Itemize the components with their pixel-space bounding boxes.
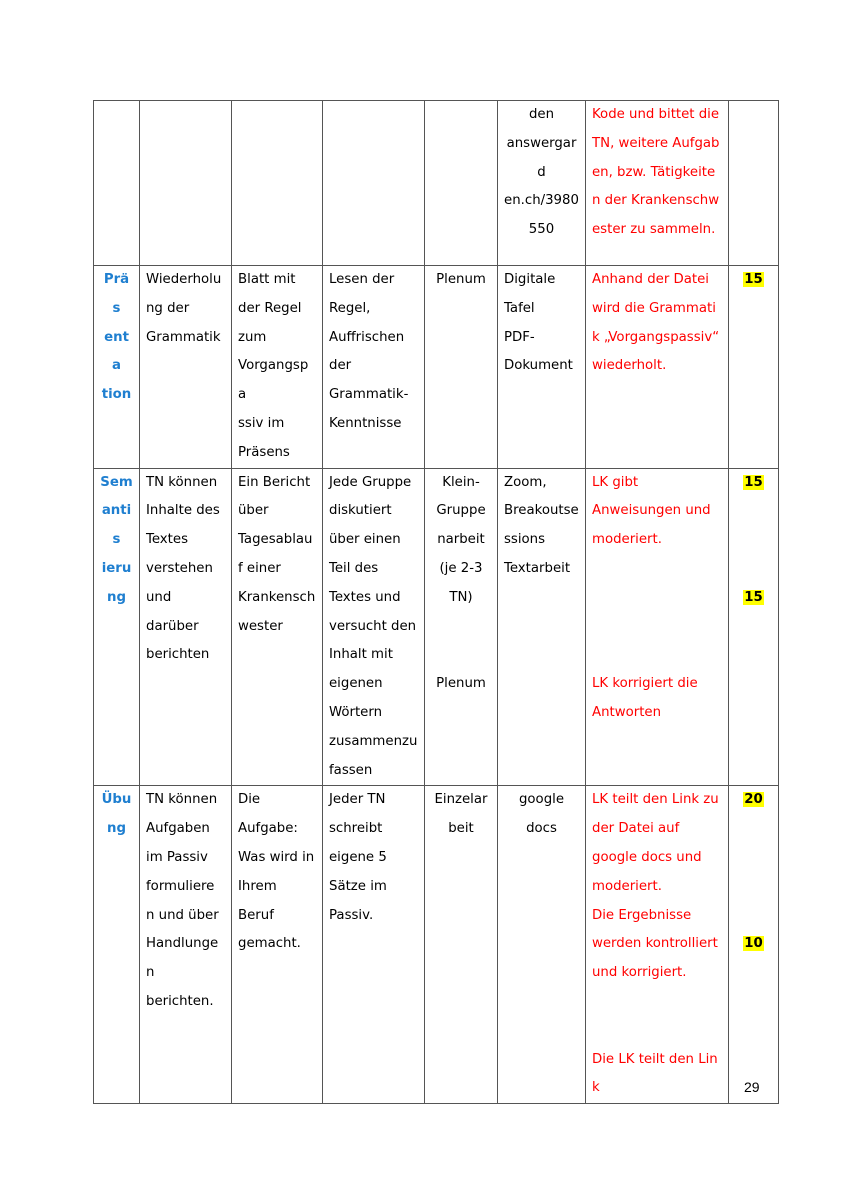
media-cell: google docs xyxy=(498,786,586,1104)
time-badge: 15 xyxy=(744,589,763,605)
phase-cell xyxy=(94,101,140,266)
table-row xyxy=(94,266,779,469)
time-badge: 15 xyxy=(744,474,763,490)
time-badge: 10 xyxy=(744,936,763,952)
activity-cell: Jede Gruppe diskutiert über einen Teil des Textes und versucht den Inhalt mit eigenen Wörtern zusammenzu fassen xyxy=(323,468,425,786)
activity-cell: Lesen der Regel, Auffrischen der Grammatik- Kenntnisse xyxy=(323,266,425,469)
ziel-cell: TN können Inhalte des Textes verstehen und darüber berichten xyxy=(140,468,232,786)
teacher-activity-cell: Anhand der Datei wird die Grammatik „Vorgangspassiv“ wiederholt. xyxy=(586,266,729,469)
time-badge: 15 xyxy=(744,272,763,287)
time-cell xyxy=(729,101,779,266)
media-cell: Digitale Tafel PDF- Dokument xyxy=(498,266,586,469)
time-badge: 20 xyxy=(744,792,763,808)
social-form-cell: Klein- Gruppe narbeit (je 2-3 TN) Plenum xyxy=(425,468,498,786)
time-cell xyxy=(729,266,779,469)
ziel-cell: Wiederholu ng der Grammatik xyxy=(140,266,232,469)
teacher-activity-cell: LK teilt den Link zu der Datei auf google docs und moderiert. Die Ergebnisse werden kontrolliert und korrigiert. Die LK teilt den Link xyxy=(586,786,729,1104)
ziel-cell: TN können Aufgaben im Passiv formuliere n und über Handlunge n berichten. xyxy=(140,786,232,1104)
page-number: 29 xyxy=(744,1079,760,1095)
teacher-activity-cell: LK gibt Anweisungen und moderiert. LK korrigiert die Antworten xyxy=(586,468,729,786)
material-cell: Ein Bericht über Tagesablau f einer Krankensch wester xyxy=(232,468,323,786)
table-row xyxy=(94,468,779,786)
phase-cell: Präs enta tion xyxy=(94,266,140,469)
phase-cell: Sem antis ieru ng xyxy=(94,468,140,786)
table-row xyxy=(94,101,779,266)
media-cell: den answergard en.ch/3980 550 xyxy=(498,101,586,266)
phase-cell: Übu ng xyxy=(94,786,140,1104)
activity-cell xyxy=(323,101,425,266)
teacher-activity-cell: Kode und bittet die TN, weitere Aufgaben, bzw. Tätigkeiten der Krankenschwester zu sammeln. xyxy=(586,101,729,266)
social-form-cell: Einzelar beit xyxy=(425,786,498,1104)
time-cell xyxy=(729,786,779,1104)
table-row xyxy=(94,786,779,1104)
time-cell xyxy=(729,468,779,786)
material-cell: Blatt mit der Regel zum Vorgangspa ssiv im Präsens xyxy=(232,266,323,469)
material-cell: Die Aufgabe: Was wird in Ihrem Beruf gemacht. xyxy=(232,786,323,1104)
ziel-cell xyxy=(140,101,232,266)
material-cell xyxy=(232,101,323,266)
lesson-plan-table xyxy=(93,100,779,1104)
social-form-cell: Plenum xyxy=(425,266,498,469)
media-cell: Zoom, Breakoutse ssions Textarbeit xyxy=(498,468,586,786)
social-form-cell xyxy=(425,101,498,266)
activity-cell: Jeder TN schreibt eigene 5 Sätze im Passiv. xyxy=(323,786,425,1104)
